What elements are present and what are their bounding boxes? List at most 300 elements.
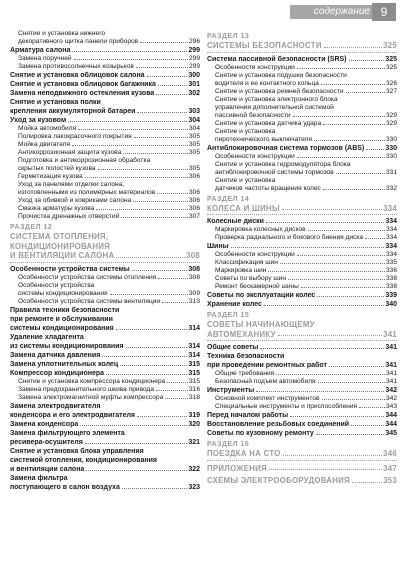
entry-title: Подготовка и антикоррозионная обработка <box>18 157 151 164</box>
toc-entry[interactable] <box>207 55 397 64</box>
page-number: 9 <box>372 3 396 21</box>
dot-leader <box>260 348 384 349</box>
section-title-line <box>207 464 397 474</box>
entry-page-number: 336 <box>385 267 397 274</box>
entry-title: Общие требования <box>215 370 275 377</box>
toc-entry[interactable] <box>207 234 397 242</box>
toc-entry-continuation[interactable] <box>10 474 200 483</box>
toc-entry[interactable] <box>10 394 200 402</box>
toc-entry[interactable] <box>10 324 200 333</box>
entry-page-number: 306 <box>188 173 200 180</box>
dot-leader <box>156 94 187 95</box>
entry-title: Особенности устройства системы отопления <box>18 273 157 281</box>
entry-title: Восстановление резьбовых соединений <box>207 421 350 428</box>
dot-leader <box>106 374 187 375</box>
toc-entry[interactable] <box>10 290 200 298</box>
entry-title: изготовленными из полимерных материалов <box>18 189 156 196</box>
dot-leader <box>308 230 385 231</box>
entry-page-number: 302 <box>188 90 200 97</box>
toc-entry[interactable] <box>207 251 397 259</box>
entry-title: Советы по эксплуатации колес <box>207 292 316 299</box>
toc-entry[interactable] <box>207 136 397 144</box>
section-title-line <box>10 232 200 242</box>
toc-entry-continuation[interactable] <box>207 352 397 361</box>
entry-page-number: 304 <box>188 117 200 124</box>
entry-title: Замена электродвигателя <box>10 402 101 410</box>
entry-page-number: 304 <box>188 125 200 132</box>
entry-title: Система пассивной безопасности (SRS) <box>207 55 347 63</box>
toc-entry[interactable] <box>207 112 397 120</box>
dot-leader <box>72 51 187 52</box>
entry-title: Снятие и установка <box>215 176 276 184</box>
dot-leader <box>276 374 385 375</box>
dot-leader <box>314 140 385 141</box>
entry-title: Проверка радиального и бокового биения диска <box>215 234 364 241</box>
section-header <box>207 196 397 216</box>
entry-title: Инструменты <box>207 387 255 394</box>
toc-entry[interactable] <box>10 197 200 205</box>
entry-page-number: 330 <box>385 144 397 152</box>
section-header <box>207 33 397 53</box>
toc-entry-continuation[interactable] <box>10 333 200 342</box>
entry-title: Герметизация кузова <box>18 173 83 180</box>
page-header <box>0 0 405 22</box>
dot-leader <box>133 201 188 202</box>
toc-entry-continuation[interactable] <box>10 30 200 38</box>
entry-title: и вентиляции салона <box>10 465 85 473</box>
toc-entry[interactable] <box>10 63 200 71</box>
entry-title: крепления аккумуляторной батареи <box>10 108 136 115</box>
entry-title: антиблокировочной системы тормозов <box>215 168 334 176</box>
entry-title: декоративного щитка панели приборов <box>18 38 139 45</box>
toc-entry[interactable] <box>207 64 397 72</box>
toc-entry-continuation[interactable] <box>207 72 397 80</box>
toc-entry-continuation[interactable] <box>10 98 200 107</box>
entry-title: Ремонт бескамерной шины <box>215 283 299 290</box>
entry-title: Советы по выбору шин <box>215 275 286 282</box>
entry-page-number: 325 <box>385 55 397 63</box>
dot-leader <box>288 279 385 280</box>
entry-title: Техника безопасности <box>207 353 285 360</box>
entry-page-number: 342 <box>385 387 397 394</box>
entry-title: Особенности устройства <box>18 281 95 289</box>
entry-page-number: 334 <box>385 226 397 233</box>
section-title-line <box>207 449 397 459</box>
entry-title: Удаление хладагента <box>10 333 84 341</box>
entry-title: Маркировка шин <box>215 267 267 274</box>
toc-entry[interactable] <box>10 141 200 149</box>
dot-leader <box>280 263 385 264</box>
section-label: РАЗДЕЛ 15 <box>207 312 250 319</box>
dot-leader <box>165 398 188 399</box>
entry-page-number: 334 <box>385 243 397 250</box>
toc-entry-continuation[interactable] <box>10 456 200 465</box>
section-title-text: И ВЕНТИЛЯЦИИ САЛОНА <box>10 251 115 260</box>
toc-entry[interactable] <box>207 88 397 96</box>
toc-entry[interactable] <box>10 89 200 98</box>
toc-entry[interactable] <box>207 275 397 283</box>
dot-leader <box>324 47 382 48</box>
entry-title: Снятие и установка гидромодулятора блока <box>215 160 351 168</box>
toc-entry[interactable] <box>207 259 397 267</box>
toc-entry[interactable] <box>207 300 397 309</box>
entry-page-number: 338 <box>385 283 397 290</box>
entry-title: Замена датчика давления <box>10 351 101 359</box>
toc-entry-continuation[interactable] <box>10 447 200 456</box>
toc-entry[interactable] <box>10 483 200 492</box>
toc-entry[interactable] <box>207 386 397 395</box>
entry-page-number: 341 <box>385 362 397 369</box>
entry-title: Замена фильтрующего элемента <box>10 429 125 437</box>
toc-entry-continuation[interactable] <box>10 315 200 324</box>
section-title-text: ПРИЛОЖЕНИЯ <box>207 463 267 473</box>
dot-leader <box>123 153 188 154</box>
toc-entry[interactable] <box>207 420 397 429</box>
toc-entry[interactable] <box>10 351 200 360</box>
toc-entry[interactable] <box>10 342 200 351</box>
section-header <box>207 312 397 341</box>
entry-title: конденсора и его электродвигателя <box>10 411 135 419</box>
toc-entry[interactable] <box>10 71 200 80</box>
dot-leader <box>351 425 384 426</box>
entry-title: Снятие и установка <box>215 127 276 135</box>
dot-leader <box>322 399 385 400</box>
toc-entry[interactable] <box>207 343 397 352</box>
entry-title: Уход за панелями отделки салона, <box>18 181 125 188</box>
entry-title: системой отопления, кондиционирования <box>10 456 157 464</box>
dot-leader <box>120 365 187 366</box>
dot-leader <box>321 84 385 85</box>
entry-page-number: 315 <box>188 377 200 385</box>
toc-entry[interactable] <box>10 125 200 133</box>
entry-title: системы кондиционирования <box>18 289 108 297</box>
entry-page-number: 305 <box>188 149 200 156</box>
section-title-line <box>207 320 397 330</box>
entry-page-number: 299 <box>188 47 200 54</box>
toc-entry[interactable] <box>10 116 200 125</box>
entry-title: Компрессор кондиционера <box>10 369 105 377</box>
entry-title: поступающего в салон воздуха <box>10 483 120 491</box>
entry-page-number: 308 <box>188 273 200 281</box>
entry-page-number: 305 <box>188 165 200 172</box>
entry-page-number: 343 <box>385 403 397 410</box>
toc-entry[interactable] <box>207 153 397 161</box>
toc-entry[interactable] <box>207 242 397 251</box>
toc-entry[interactable] <box>10 38 200 46</box>
section-page-number: 346 <box>383 449 397 458</box>
toc-entry[interactable] <box>207 120 397 128</box>
section-rule <box>10 262 200 263</box>
dot-leader <box>323 189 385 190</box>
toc-entry[interactable] <box>207 370 397 378</box>
dot-leader <box>268 271 385 272</box>
entry-page-number: 316 <box>188 385 200 393</box>
dot-leader <box>147 76 188 77</box>
entry-title: Снятие и установка полки <box>10 99 101 106</box>
entry-page-number: 314 <box>188 342 200 350</box>
toc-entry[interactable] <box>10 189 200 197</box>
toc-entry[interactable] <box>207 378 397 386</box>
entry-page-number: 299 <box>188 55 200 62</box>
toc-entry[interactable] <box>10 205 200 213</box>
toc-entry[interactable] <box>10 173 200 181</box>
dot-leader <box>290 416 384 417</box>
toc-entry[interactable] <box>207 291 397 300</box>
toc-entry-continuation[interactable] <box>207 104 397 112</box>
toc-entry[interactable] <box>10 465 200 474</box>
entry-title: Уход за кузовом <box>10 117 67 124</box>
entry-title: Мойка автомобиля <box>18 125 77 132</box>
entry-page-number: 308 <box>188 265 200 273</box>
entry-title: Классификация шин <box>215 259 278 266</box>
entry-title: Замена предохранительного шкива привода <box>18 385 155 393</box>
dot-leader <box>365 238 385 239</box>
toc-entry[interactable] <box>10 107 200 116</box>
section-title-text: ПОЕЗДКА НА СТО <box>207 449 281 458</box>
dot-leader <box>366 149 384 150</box>
dot-leader <box>352 482 382 483</box>
toc-entry[interactable] <box>10 80 200 89</box>
dot-leader <box>137 112 187 113</box>
dot-leader <box>132 270 188 271</box>
entry-title: Снятие и установка подушки безопасности <box>215 71 347 79</box>
section-page-number: 308 <box>186 251 200 260</box>
toc-entry[interactable] <box>10 46 200 55</box>
dot-leader <box>80 425 187 426</box>
toc-entry-continuation[interactable] <box>10 306 200 315</box>
dot-leader <box>86 470 187 471</box>
dot-leader <box>301 287 385 288</box>
dot-leader <box>317 296 384 297</box>
section-title-line <box>10 242 200 252</box>
entry-page-number: 309 <box>188 289 200 297</box>
entry-page-number: 306 <box>188 189 200 196</box>
section-title-text: АВТОМЕХАНИКУ <box>207 329 276 339</box>
entry-title: из системы кондиционирования <box>10 342 124 350</box>
toc-entry[interactable] <box>207 361 397 370</box>
entry-page-number: 301 <box>188 81 200 88</box>
entry-page-number: 325 <box>385 63 397 71</box>
toc-entry[interactable] <box>10 369 200 378</box>
section-header <box>207 464 397 474</box>
dot-leader <box>323 124 385 125</box>
section-title-line <box>207 41 397 51</box>
entry-title: Смазка арматуры кузова <box>18 205 95 212</box>
section-title-text: СХЕМЫ ЭЛЕКТРООБОРУДОВАНИЯ <box>207 476 350 485</box>
entry-page-number: 321 <box>188 438 200 446</box>
entry-page-number: 306 <box>188 205 200 212</box>
toc-entry[interactable] <box>207 185 397 193</box>
toc-entry[interactable] <box>10 360 200 369</box>
dot-leader <box>269 469 382 470</box>
entry-title: Прочистка дренажных отверстий <box>18 213 120 220</box>
section-title-text: КОНДИЦИОНИРОВАНИЯ <box>10 241 111 251</box>
section-title-text: СИСТЕМЫ БЕЗОПАСНОСТИ <box>207 41 322 50</box>
entry-page-number: 334 <box>385 218 397 225</box>
section-header <box>10 224 200 263</box>
entry-title: Уход за обивкой и ковриками салона <box>18 197 132 204</box>
toc-entry[interactable] <box>207 411 397 420</box>
entry-page-number: 303 <box>188 108 200 115</box>
dot-leader <box>74 59 188 60</box>
dot-leader <box>167 382 188 383</box>
toc-entry[interactable] <box>207 144 397 153</box>
entry-title: Общие советы <box>207 344 259 351</box>
toc-entry-continuation[interactable] <box>207 128 397 136</box>
toc-entry[interactable] <box>10 265 200 274</box>
toc-entry[interactable] <box>10 133 200 141</box>
section-page-number: 325 <box>383 41 397 50</box>
toc-entry[interactable] <box>10 274 200 282</box>
section-page-number: 341 <box>383 329 397 339</box>
entry-page-number: 340 <box>385 301 397 308</box>
toc-entry[interactable] <box>10 55 200 63</box>
entry-title: Снятие и установка нижнего <box>18 30 106 37</box>
toc-entry-continuation[interactable] <box>10 402 200 411</box>
dot-leader <box>329 366 384 367</box>
entry-title: Особенности устройства системы вентиляции <box>18 297 161 305</box>
toc-entry[interactable] <box>10 298 200 306</box>
section-label: РАЗДЕЛ 14 <box>207 195 250 203</box>
section-page-number: 334 <box>383 203 397 213</box>
entry-page-number: 314 <box>188 351 200 359</box>
entry-page-number: 332 <box>385 184 397 192</box>
dot-leader <box>136 67 188 68</box>
dot-leader <box>78 129 188 130</box>
toc-entry[interactable] <box>10 438 200 447</box>
dot-leader <box>85 177 188 178</box>
entry-page-number: 315 <box>188 369 200 377</box>
dot-leader <box>140 42 188 43</box>
dot-leader <box>297 255 385 256</box>
toc-entry[interactable] <box>207 403 397 411</box>
entry-title: Снятие и установка облицовок багажника <box>10 81 156 88</box>
entry-page-number: 334 <box>385 251 397 258</box>
entry-page-number: 314 <box>188 324 200 332</box>
entry-title: Специальные инструменты и приспособления <box>215 403 358 410</box>
dot-leader <box>349 60 385 61</box>
entry-title: Снятие и установка ремней безопасности <box>215 87 344 95</box>
toc-entry[interactable] <box>207 217 397 226</box>
section-header <box>207 476 397 486</box>
entry-title: Особенности конструкции <box>215 63 295 71</box>
dot-leader <box>126 347 188 348</box>
section-header <box>207 441 397 461</box>
entry-page-number: 296 <box>188 38 200 45</box>
dot-leader <box>283 455 383 456</box>
entry-title: Антиблокировочная система тормозов (ABS) <box>207 144 365 152</box>
toc-entry[interactable] <box>207 267 397 275</box>
entry-page-number: 326 <box>385 79 397 87</box>
entry-title: датчиков частоты вращения колес <box>215 184 321 192</box>
entry-title: Антикоррозионная защита кузова <box>18 149 122 156</box>
entry-title: Мойка двигателя <box>18 141 71 148</box>
entry-page-number: 330 <box>385 152 397 160</box>
section-page-number: 347 <box>383 463 397 473</box>
entry-title: Колесные диски <box>207 218 264 225</box>
dot-leader <box>297 68 385 69</box>
dot-leader <box>98 169 188 170</box>
section-rule <box>207 340 397 341</box>
entry-title: Особенности конструкции <box>215 152 295 160</box>
dot-leader <box>102 356 187 357</box>
toc-entry-continuation[interactable] <box>10 282 200 290</box>
toc-entry[interactable] <box>207 169 397 177</box>
entry-title: Замена конденсора <box>10 420 79 428</box>
dot-leader <box>346 92 385 93</box>
section-rule <box>207 214 397 215</box>
entry-title: ресивера-осушителя <box>10 438 83 446</box>
toc-entry[interactable] <box>207 283 397 291</box>
dot-leader <box>162 302 188 303</box>
toc-entry-continuation[interactable] <box>10 181 200 189</box>
entry-title: Замена фильтра <box>10 474 68 482</box>
entry-page-number: 344 <box>385 421 397 428</box>
section-rule <box>207 52 397 53</box>
toc-entry-continuation[interactable] <box>207 161 397 169</box>
dot-leader <box>231 247 385 248</box>
toc-entry[interactable] <box>10 378 200 386</box>
entry-title: управления дополнительной системой <box>215 103 334 111</box>
entry-page-number: 341 <box>385 378 397 385</box>
dot-leader <box>158 85 187 86</box>
entry-page-number: 338 <box>385 275 397 282</box>
toc-entry[interactable] <box>10 149 200 157</box>
entry-title: пассивной безопасности <box>215 111 291 119</box>
toc-entry[interactable] <box>10 213 200 221</box>
dot-leader <box>359 407 385 408</box>
entry-page-number: 300 <box>188 72 200 79</box>
entry-title: Снятие и установка электронного блока <box>215 95 338 103</box>
toc-entry[interactable] <box>207 429 397 438</box>
entry-title: водителя и ее контактного кольца <box>215 79 319 87</box>
entry-page-number: 315 <box>188 360 200 368</box>
dot-leader <box>96 209 188 210</box>
dot-leader <box>158 278 188 279</box>
entry-title: пиротехнического выключателя <box>215 135 312 143</box>
entry-page-number: 329 <box>385 119 397 127</box>
dot-leader <box>156 390 188 391</box>
entry-page-number: 344 <box>385 412 397 419</box>
entry-page-number: 341 <box>385 370 397 377</box>
toc-entry[interactable] <box>207 226 397 234</box>
toc-entry[interactable] <box>10 411 200 420</box>
toc-entry-continuation[interactable] <box>207 96 397 104</box>
toc-entry[interactable] <box>10 420 200 429</box>
dot-leader <box>336 173 385 174</box>
toc-entry[interactable] <box>207 80 397 88</box>
entry-title: Замена электромагнитной муфты компрессора <box>18 393 164 401</box>
toc-entry-continuation[interactable] <box>10 429 200 438</box>
toc-entry[interactable] <box>10 165 200 173</box>
dot-leader <box>282 209 382 210</box>
toc-entry[interactable] <box>207 395 397 403</box>
entry-page-number: 342 <box>385 395 397 402</box>
entry-title: системы кондиционирования <box>10 324 114 332</box>
section-title-line <box>207 204 397 214</box>
dot-leader <box>297 157 385 158</box>
toc-entry[interactable] <box>10 386 200 394</box>
toc-right-column <box>207 30 397 488</box>
toc-left-column <box>10 30 200 492</box>
entry-title: Особенности устройства системы <box>10 265 130 273</box>
toc-entry-continuation[interactable] <box>207 177 397 185</box>
section-label: РАЗДЕЛ 16 <box>207 441 250 448</box>
section-label: РАЗДЕЛ 12 <box>10 224 53 231</box>
entry-page-number: 345 <box>385 430 397 437</box>
entry-title: Снятие и установка датчика удара <box>215 119 322 127</box>
toc-entry-continuation[interactable] <box>10 157 200 165</box>
